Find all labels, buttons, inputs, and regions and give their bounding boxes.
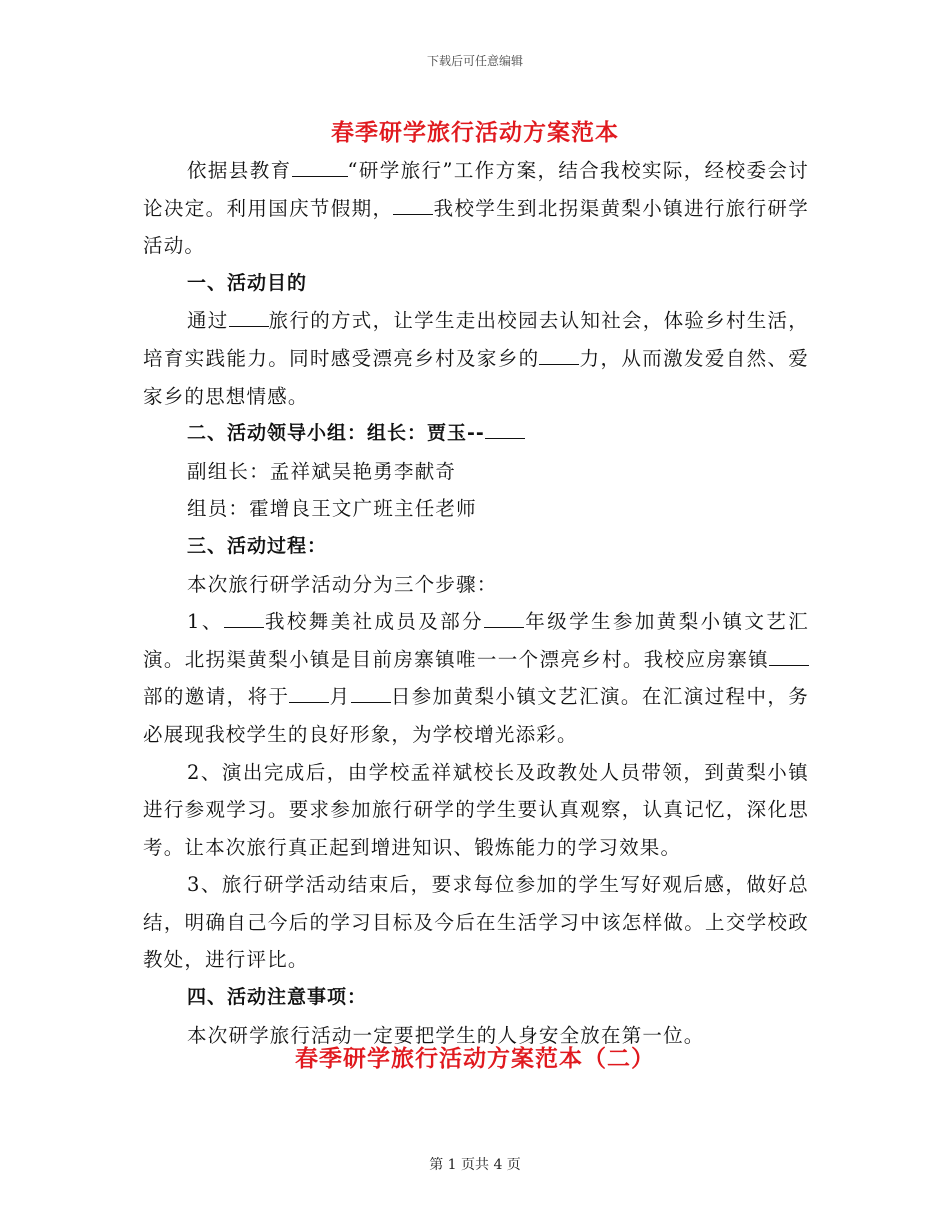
header-note: 下载后可任意编辑 xyxy=(426,54,523,68)
intro-text-a: 依据县教育 xyxy=(187,159,292,182)
step1-text-a: 1、 xyxy=(187,610,224,634)
section-heading-1: 一、活动目的 xyxy=(187,271,308,294)
section1-paragraph xyxy=(143,302,809,415)
step1-text-c: 年级学生参加黄梨小镇文艺汇演。北拐渠黄梨小镇是目前房寨镇唯一一个漂亮乡村。我校应房寨镇 xyxy=(143,610,809,671)
blank-field xyxy=(229,306,269,327)
safety-note: 本次研学旅行活动一定要把学生的人身安全放在第一位。 xyxy=(187,1023,705,1047)
intro-text-b: “研学旅行”工作方案，结合我校实际，经校委会讨论决定。利用国庆节假期， xyxy=(143,159,809,220)
blank-field xyxy=(351,682,391,703)
step-2-paragraph: 2、演出完成后，由学校孟祥斌校长及政教处人员带领，到黄梨小镇进行参观学习。要求参加旅行研学的学生要认真观察，认真记忆，深化思考。让本次旅行真正起到增进知识、锻炼能力的学习效果。 xyxy=(143,760,809,859)
section2-heading-text: 二、活动领导小组：组长：贾玉-- xyxy=(187,422,485,445)
deputy-leaders: 副组长：孟祥斌吴艳勇李献奇 xyxy=(187,459,457,483)
blank-field xyxy=(393,194,433,215)
intro-paragraph xyxy=(143,152,809,265)
section1-text-b: 旅行的方式，让学生走出校园去认知社会，体验乡村生活，培育实践能力。同时感受漂亮乡村及家乡的 xyxy=(143,309,809,370)
section1-text-c: 力，从而激发爱自然、爱家乡的思想情感。 xyxy=(143,346,809,408)
blank-field xyxy=(485,418,525,439)
intro-text-c: 我校学生到北拐渠黄梨小镇进行旅行研学活动。 xyxy=(143,196,809,258)
blank-field xyxy=(484,607,524,628)
blank-field xyxy=(539,344,579,365)
step1-text-d: 部的邀请，将于 xyxy=(143,685,290,709)
section1-text-a: 通过 xyxy=(187,309,229,333)
section-heading-2 xyxy=(143,415,809,453)
blank-field xyxy=(289,682,329,703)
document-body xyxy=(143,152,809,1054)
section-heading-3: 三、活动过程： xyxy=(187,534,328,557)
document-title: 春季研学旅行活动方案范本 xyxy=(331,120,619,146)
step-3-paragraph: 3、旅行研学活动结束后，要求每位参加的学生写好观后感，做好总结，明确自己今后的学习目标及今后在生活学习中该怎样做。上交学校政教处，进行评比。 xyxy=(143,873,809,972)
document-title-2: 春季研学旅行活动方案范本（二） xyxy=(295,1046,655,1072)
blank-field xyxy=(769,645,809,666)
step-1-paragraph xyxy=(143,603,809,753)
step1-text-f: 日参加黄梨小镇文艺汇演。在汇演过程中，务必展现我校学生的良好形象，为学校增光添彩。 xyxy=(143,685,809,746)
step1-text-b: 我校舞美社成员及部分 xyxy=(263,610,485,634)
process-intro: 本次旅行研学活动分为三个步骤： xyxy=(187,572,498,596)
step1-text-e: 月 xyxy=(329,685,351,709)
blank-field xyxy=(224,607,264,628)
blank-field xyxy=(292,156,348,177)
group-members: 组员：霍增良王文广班主任老师 xyxy=(187,497,477,521)
page-footer: 第 1 页共 4 页 xyxy=(429,1157,521,1173)
section-heading-4: 四、活动注意事项： xyxy=(187,986,368,1009)
